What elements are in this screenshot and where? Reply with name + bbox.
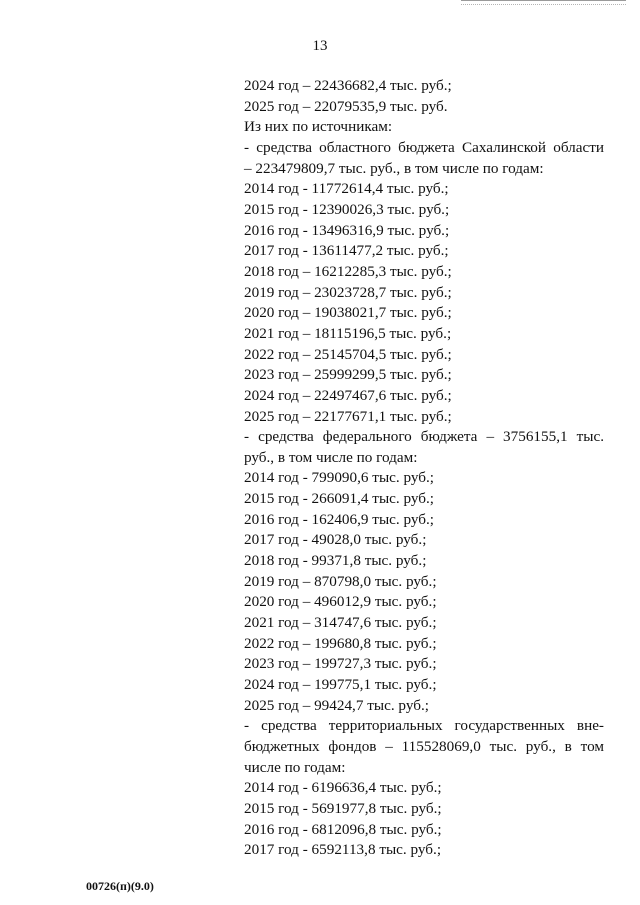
regional-year-line: 2022 год – 25145704,5 тыс. руб.;	[244, 345, 452, 363]
extrabudgetary-year-line: 2017 год - 6592113,8 тыс. руб.;	[244, 841, 442, 859]
federal-year-line: 2025 год – 99424,7 тыс. руб.;	[244, 696, 429, 714]
regional-year-line: 2014 год - 11772614,4 тыс. руб.;	[244, 180, 449, 198]
regional-budget-header: - средства областного бюджета Сахалинской области	[244, 138, 604, 156]
text-line: 2025 год – 22079535,9 тыс. руб.	[244, 97, 448, 115]
extrabudgetary-year-line: 2016 год - 6812096,8 тыс. руб.;	[244, 820, 442, 838]
federal-year-line: 2023 год – 199727,3 тыс. руб.;	[244, 655, 437, 673]
federal-year-line: 2017 год - 49028,0 тыс. руб.;	[244, 531, 427, 549]
federal-year-line: 2021 год – 314747,6 тыс. руб.;	[244, 614, 437, 632]
federal-year-line: 2016 год - 162406,9 тыс. руб.;	[244, 510, 435, 528]
document-code: 00726(п)(9.0)	[86, 879, 154, 893]
federal-budget-header: - средства федерального бюджета – 3756155,1 тыс.	[244, 428, 604, 446]
extrabudgetary-year-line: 2014 год - 6196636,4 тыс. руб.;	[244, 779, 442, 797]
federal-budget-header: руб., в том числе по годам:	[244, 448, 418, 466]
extrabudgetary-funds-header: бюджетных фондов – 115528069,0 тыс. руб., в том	[244, 738, 604, 755]
regional-year-line: 2019 год – 23023728,7 тыс. руб.;	[244, 283, 452, 301]
regional-year-line: 2016 год - 13496316,9 тыс. руб.;	[244, 221, 450, 239]
federal-year-line: 2014 год - 799090,6 тыс. руб.;	[244, 469, 435, 487]
federal-year-line: 2020 год – 496012,9 тыс. руб.;	[244, 593, 437, 611]
top-edge-rule	[461, 0, 626, 5]
regional-year-line: 2018 год – 16212285,3 тыс. руб.;	[244, 262, 452, 280]
regional-year-line: 2025 год – 22177671,1 тыс. руб.;	[244, 407, 452, 425]
extrabudgetary-year-line: 2015 год - 5691977,8 тыс. руб.;	[244, 799, 442, 817]
regional-year-line: 2020 год – 19038021,7 тыс. руб.;	[244, 304, 452, 322]
federal-year-line: 2024 год – 199775,1 тыс. руб.;	[244, 676, 437, 694]
text-line: Из них по источникам:	[244, 118, 393, 136]
extrabudgetary-funds-header: числе по годам:	[244, 758, 346, 776]
regional-year-line: 2017 год - 13611477,2 тыс. руб.;	[244, 242, 449, 260]
regional-year-line: 2023 год – 25999299,5 тыс. руб.;	[244, 366, 452, 384]
regional-year-line: 2015 год - 12390026,3 тыс. руб.;	[244, 200, 450, 218]
regional-budget-header: – 223479809,7 тыс. руб., в том числе по годам:	[244, 159, 544, 177]
page-number: 13	[312, 38, 328, 54]
extrabudgetary-funds-header: - средства территориальных государственных вне-	[244, 717, 604, 735]
federal-year-line: 2015 год - 266091,4 тыс. руб.;	[244, 490, 435, 508]
regional-year-line: 2024 год – 22497467,6 тыс. руб.;	[244, 386, 452, 404]
federal-year-line: 2018 год - 99371,8 тыс. руб.;	[244, 552, 427, 570]
federal-year-line: 2019 год – 870798,0 тыс. руб.;	[244, 572, 437, 590]
federal-year-line: 2022 год – 199680,8 тыс. руб.;	[244, 634, 437, 652]
text-line: 2024 год – 22436682,4 тыс. руб.;	[244, 77, 452, 94]
document-body	[244, 76, 604, 861]
regional-year-line: 2021 год – 18115196,5 тыс. руб.;	[244, 324, 452, 342]
